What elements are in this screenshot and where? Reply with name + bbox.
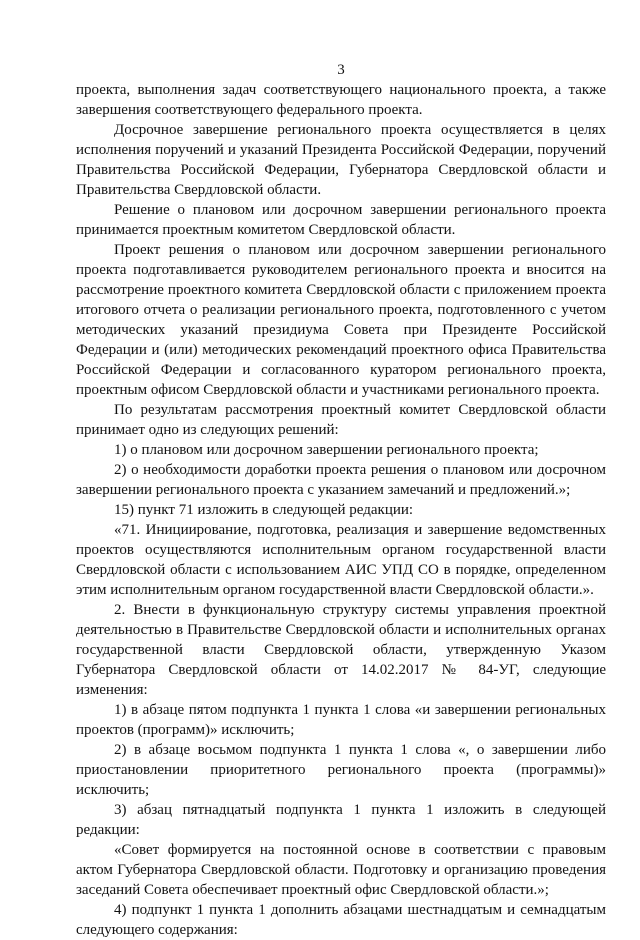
list-item-change-4: 4) подпункт 1 пункта 1 дополнить абзацами шестнадцатым и семнадцатым следующего содержания: xyxy=(76,902,606,938)
page-number: 3 xyxy=(337,62,345,78)
paragraph-item-15: 15) пункт 71 изложить в следующей редакции: xyxy=(114,502,414,518)
paragraph-council-quote: «Совет формируется на постоянной основе в соответствии с правовым актом Губернатора Свердловской области. Подготовку и организацию проведения заседаний Совета обеспечивает проектный офис Свердловской области.»; xyxy=(76,842,606,898)
list-item-change-1: 1) в абзаце пятом подпункта 1 пункта 1 слова «и завершении региональных проектов (программ)» исключить; xyxy=(76,702,606,738)
list-item-change-3: 3) абзац пятнадцатый подпункта 1 пункта 1 изложить в следующей редакции: xyxy=(76,802,606,838)
paragraph-review-results: По результатам рассмотрения проектный комитет Свердловской области принимает одно из следующих решений: xyxy=(76,402,606,438)
paragraph-item-71: «71. Инициирование, подготовка, реализация и завершение ведомственных проектов осуществляются исполнительным органом государственной власти Свердловской области с использованием АИС УПД СО в порядке, определенном этим исполнительным органом государственной власти Свердловской области.». xyxy=(76,522,606,598)
paragraph-section-2: 2. Внести в функциональную структуру системы управления проектной деятельностью в Правительстве Свердловской области и исполнительных органах государственной власти Свердловской области, утвержденную Указом Губернатора Свердловской области от 14.02.2017 № 84-УГ, следующие изменения: xyxy=(76,602,606,698)
document-page xyxy=(76,60,606,940)
list-item-2: 2) о необходимости доработки проекта решения о плановом или досрочном завершении регионального проекта с указанием замечаний и предложений.»; xyxy=(76,462,606,498)
paragraph-draft-decision: Проект решения о плановом или досрочном завершении регионального проекта подготавливается руководителем регионального проекта и вносится на рассмотрение проектного комитета Свердловской области с приложением проекта итогового отчета о реализации регионального проекта, подготовленного с учетом методических указаний президиума Совета при Президенте Российской Федерации и (или) методических рекомендаций проектного офиса Правительства Российской Федерации и согласованного куратором регионального проекта, проектным офисом Свердловской области и участниками регионального проекта. xyxy=(76,242,606,398)
list-item-1: 1) о плановом или досрочном завершении регионального проекта; xyxy=(114,442,539,458)
list-item-change-2: 2) в абзаце восьмом подпункта 1 пункта 1 слова «, о завершении либо приостановлении приоритетного регионального проекта (программы)» исключить; xyxy=(76,742,606,798)
paragraph-decision: Решение о плановом или досрочном завершении регионального проекта принимается проектным комитетом Свердловской области. xyxy=(76,202,606,238)
paragraph-continuation: проекта, выполнения задач соответствующего национального проекта, а также завершения соответствующего федерального проекта. xyxy=(76,82,606,118)
paragraph-early-completion: Досрочное завершение регионального проекта осуществляется в целях исполнения поручений и указаний Президента Российской Федерации, поручений Правительства Российской Федерации, Губернатора Свердловской области и Правительства Свердловской области. xyxy=(76,122,606,198)
